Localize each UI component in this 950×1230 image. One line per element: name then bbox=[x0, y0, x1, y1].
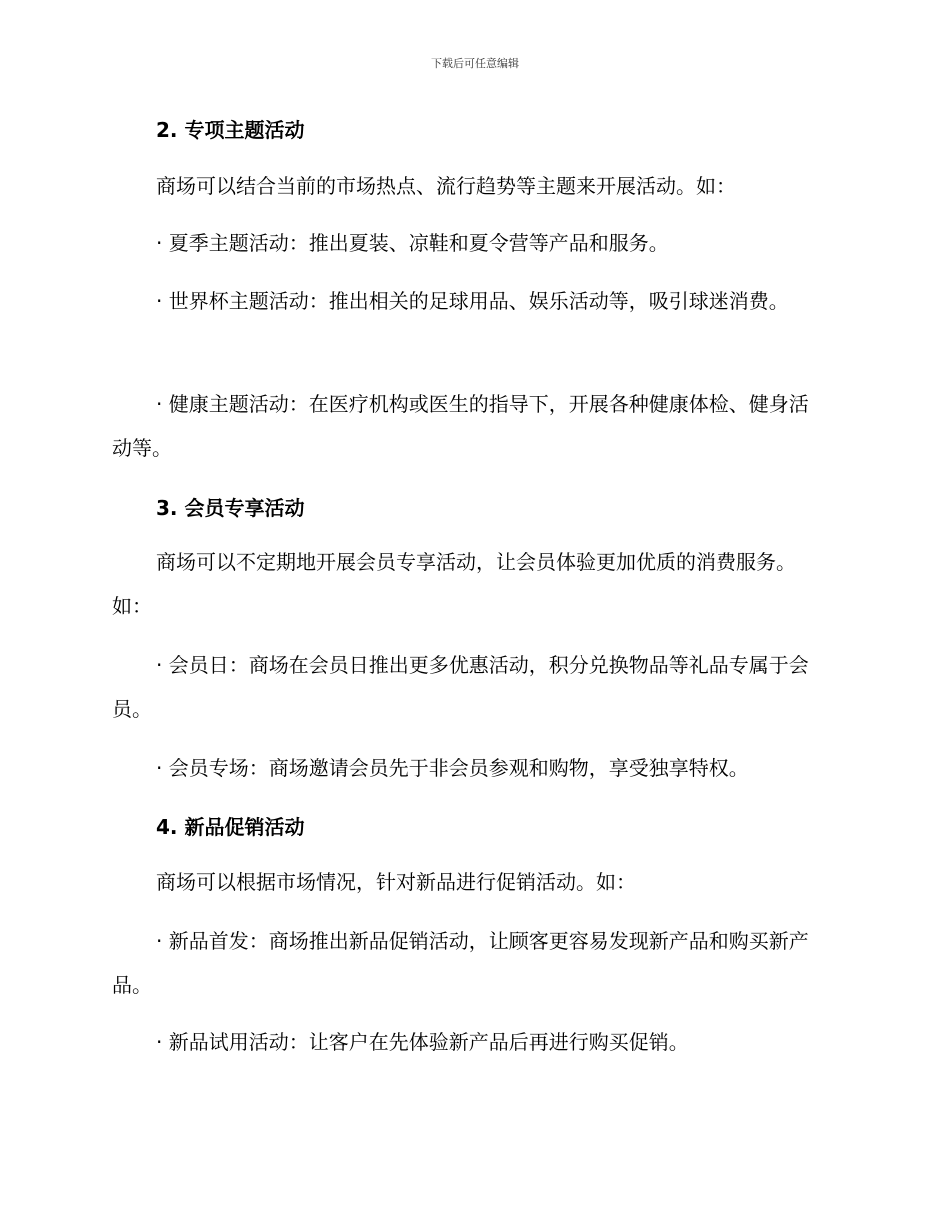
bullet-item: · 新品试用活动：让客户在先体验新产品后再进行购买促销。 bbox=[156, 1030, 689, 1054]
bullet-item: · 世界杯主题活动：推出相关的足球用品、娱乐活动等，吸引球迷消费。 bbox=[156, 289, 789, 313]
section-heading-4: 4. 新品促销活动 bbox=[156, 815, 305, 839]
bullet-item: · 会员日：商场在会员日推出更多优惠活动，积分兑换物品等礼品专属于会员。 bbox=[112, 653, 809, 721]
bullet-item: · 新品首发：商场推出新品促销活动，让顾客更容易发现新产品和购买新产品。 bbox=[112, 929, 809, 997]
paragraph: 商场可以根据市场情况，针对新品进行促销活动。如： bbox=[156, 870, 636, 894]
paragraph: 商场可以结合当前的市场热点、流行趋势等主题来开展活动。如： bbox=[156, 174, 736, 198]
bullet-item: · 夏季主题活动：推出夏装、凉鞋和夏令营等产品和服务。 bbox=[156, 231, 669, 255]
bullet-item: · 会员专场：商场邀请会员先于非会员参观和购物，享受独享特权。 bbox=[156, 756, 749, 780]
paragraph: 商场可以不定期地开展会员专享活动，让会员体验更加优质的消费服务。如： bbox=[112, 550, 796, 618]
section-heading-2: 2. 专项主题活动 bbox=[156, 118, 305, 142]
section-heading-3: 3. 会员专享活动 bbox=[156, 496, 305, 520]
bullet-item: · 健康主题活动：在医疗机构或医生的指导下，开展各种健康体检、健身活动等。 bbox=[112, 392, 809, 460]
page-header: 下载后可任意编辑 bbox=[431, 57, 519, 70]
